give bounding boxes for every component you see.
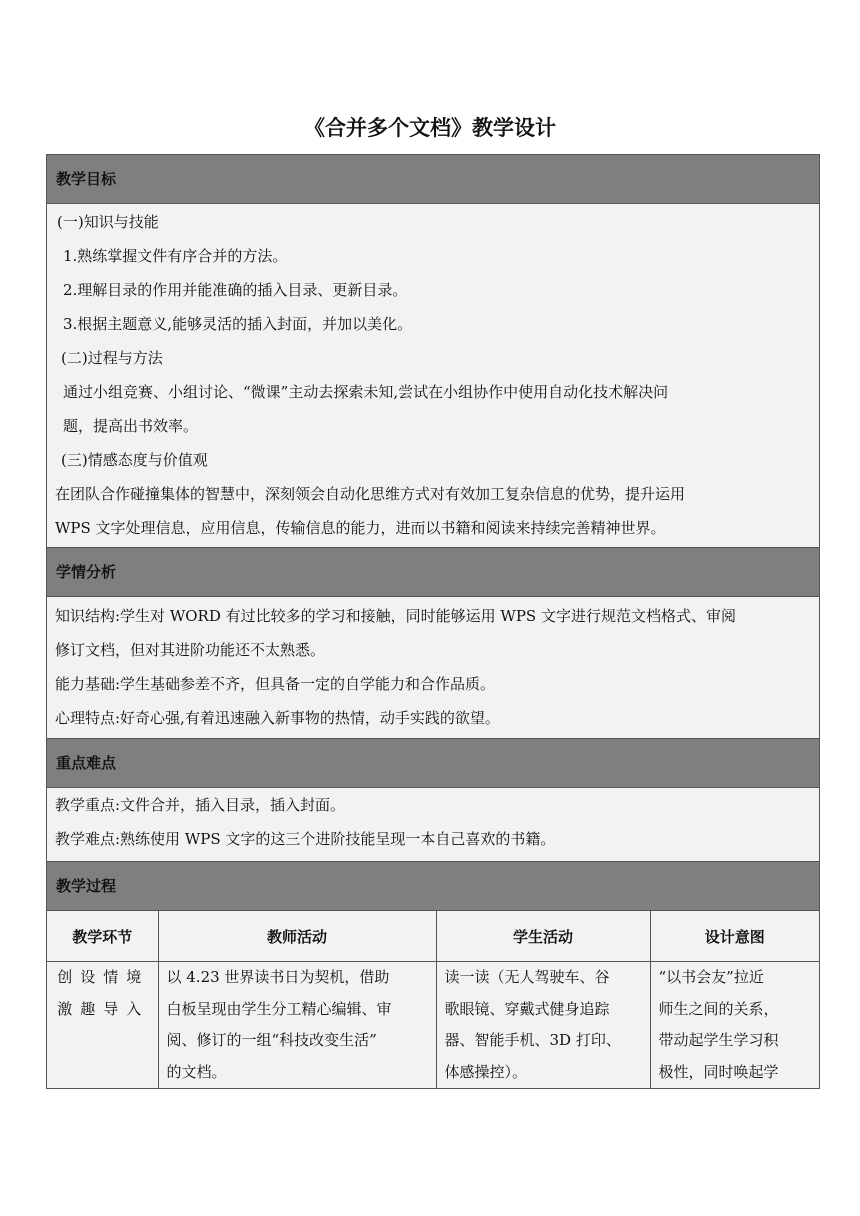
section-body-analysis [47,597,819,739]
teacher-activity-line: 白板呈现由学生分工精心编辑、审 [166,999,392,1018]
process-header-row [47,911,819,962]
table-row [47,962,819,1089]
objective-line: (一)知识与技能 [57,213,159,231]
student-activity-line: 体感操控）。 [444,1062,528,1081]
design-intent-cell [650,962,819,1089]
objective-line: (三)情感态度与价值观 [61,451,208,469]
objective-line: WPS 文字处理信息，应用信息，传输信息的能力，进而以书籍和阅读来持续完善精神世界。 [55,519,666,537]
analysis-line: 知识结构:学生对 WORD 有过比较多的学习和接触，同时能够运用 WPS 文字进行规范文档格式、审阅 [55,607,736,625]
student-activity-cell [436,962,650,1089]
section-body-key-points [47,788,819,862]
objective-line: 3.根据主题意义,能够灵活的插入封面，并加以美化。 [63,315,413,333]
section-heading-key-points: 重点难点 [47,739,819,788]
teacher-activity-line: 的文档。 [166,1062,227,1081]
student-activity-line: 读一读（无人驾驶车、谷 [444,968,610,986]
stage-line: 激趣导入 [57,999,150,1018]
design-intent-line: “以书会友”拉近 [658,968,764,986]
student-activity-line: 歌眼镜、穿戴式健身追踪 [444,999,610,1018]
analysis-line: 修订文档，但对其进阶功能还不太熟悉。 [55,641,326,659]
objective-line: 在团队合作碰撞集体的智慧中，深刻领会自动化思维方式对有效加工复杂信息的优势，提升运用 [55,485,686,503]
process-table [47,911,819,1089]
design-intent-line: 带动起学生学习积 [658,1031,779,1049]
stage-cell [47,962,158,1089]
column-header-student-activity: 学生活动 [436,911,650,962]
objective-line: 题，提高出书效率。 [63,417,199,435]
stage-line: 创设情境 [57,968,150,986]
teacher-activity-cell [158,962,436,1089]
page-title: 《合并多个文档》教学设计 [304,116,556,140]
lesson-plan-table [46,154,820,1089]
section-heading-process: 教学过程 [47,862,819,911]
student-activity-line: 器、智能手机、3D 打印、 [444,1031,621,1049]
column-header-teacher-activity: 教师活动 [158,911,436,962]
design-intent-line: 极性，同时唤起学 [658,1062,779,1081]
analysis-line: 心理特点:好奇心强,有着迅速融入新事物的热情，动手实践的欲望。 [55,709,500,727]
teacher-activity-line: 阅、修订的一组“科技改变生活” [166,1031,377,1049]
teacher-activity-line: 以 4.23 世界读书日为契机，借助 [166,968,390,986]
section-heading-objectives: 教学目标 [47,155,819,204]
column-header-stage: 教学环节 [47,911,158,962]
column-header-design-intent: 设计意图 [650,911,819,962]
section-body-objectives [47,204,819,548]
key-point-line: 教学重点:文件合并，插入目录，插入封面。 [55,796,346,814]
design-intent-line: 师生之间的关系， [658,999,779,1018]
analysis-line: 能力基础:学生基础参差不齐，但具备一定的自学能力和合作品质。 [55,675,496,693]
key-point-line: 教学难点:熟练使用 WPS 文字的这三个进阶技能呈现一本自己喜欢的书籍。 [55,830,556,848]
objective-line: 2.理解目录的作用并能准确的插入目录、更新目录。 [63,281,408,299]
objective-line: 1.熟练掌握文件有序合并的方法。 [63,247,288,265]
objective-line: (二)过程与方法 [61,349,163,367]
objective-line: 通过小组竞赛、小组讨论、“微课”主动去探索未知,尝试在小组协作中使用自动化技术解决问 [63,383,669,401]
section-heading-analysis: 学情分析 [47,548,819,597]
